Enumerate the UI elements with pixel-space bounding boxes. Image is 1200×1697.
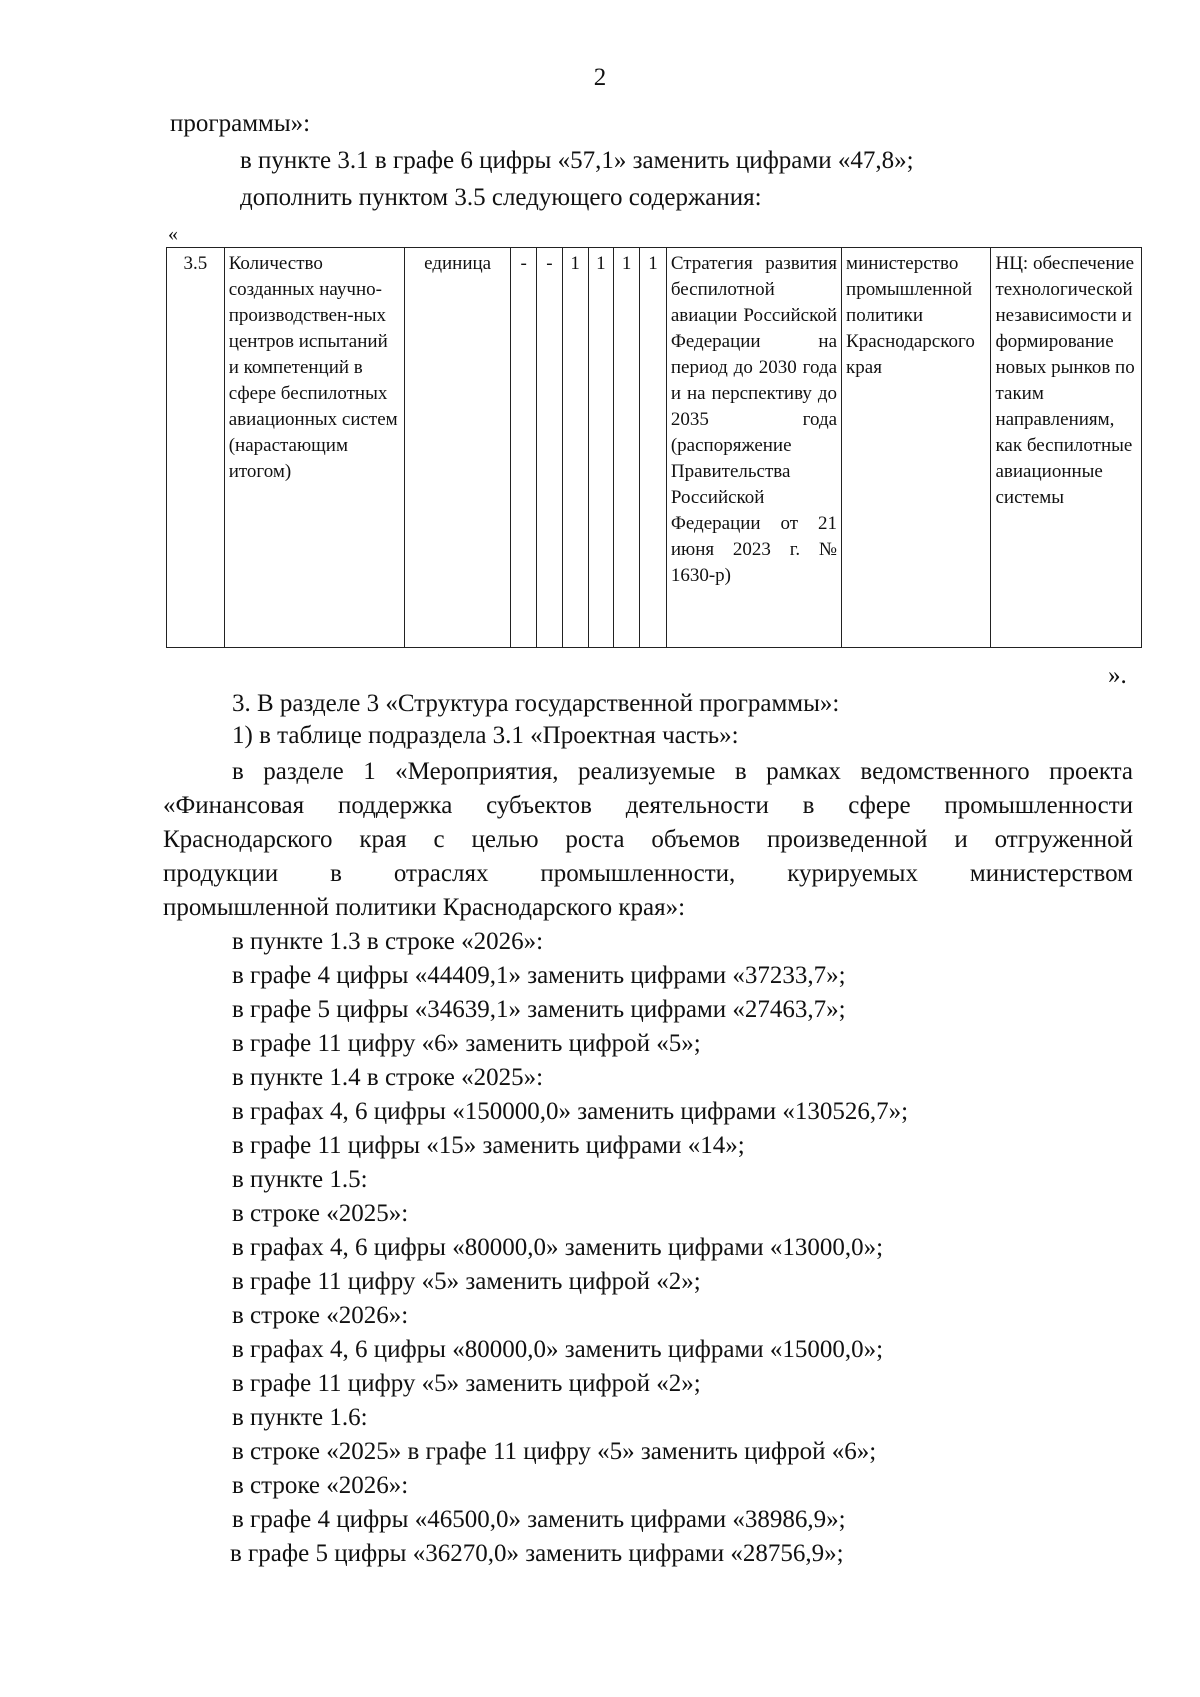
list-item: в графе 11 цифру «5» заменить цифрой «2»;	[232, 1268, 701, 1295]
paragraph-line: «Финансовая поддержка субъектов деятельности в сфере промышленности	[163, 792, 1133, 819]
list-item: в графе 11 цифры «15» заменить цифрами «14»;	[232, 1132, 745, 1159]
list-item: в графе 5 цифры «34639,1» заменить цифрами «27463,7»;	[232, 996, 846, 1023]
basis-document: Стратегия развития беспилотной авиации Российской Федерации на период до 2030 года и на перспективу до 2035 года (распоряжение Правительства Российской Федерации от 21 июня 2023 г. № 1630-р)	[666, 248, 841, 648]
list-item: в графах 4, 6 цифры «150000,0» заменить цифрами «130526,7»;	[232, 1098, 909, 1125]
table-row	[167, 248, 1142, 648]
list-item: в пункте 1.4 в строке «2025»:	[232, 1064, 544, 1091]
list-item: в строке «2025» в графе 11 цифру «5» заменить цифрой «6»;	[232, 1438, 877, 1465]
open-quote: «	[168, 223, 178, 245]
paragraph-line: в разделе 1 «Мероприятия, реализуемые в рамках ведомственного проекта	[232, 758, 1133, 785]
amendment-table	[166, 247, 1142, 648]
value-cell: 1	[562, 248, 588, 648]
value-cell: 1	[614, 248, 640, 648]
list-item: в графе 11 цифру «6» заменить цифрой «5»;	[232, 1030, 701, 1057]
list-item: в графе 11 цифру «5» заменить цифрой «2»;	[232, 1370, 701, 1397]
intro-line-2: в пункте 3.1 в графе 6 цифры «57,1» заменить цифрами «47,8»;	[240, 147, 914, 174]
list-item: в строке «2025»:	[232, 1200, 409, 1227]
paragraph-line: промышленной политики Краснодарского края»:	[163, 894, 686, 921]
goal: НЦ: обеспечение технологической независимости и формирование новых рынков по таким направлениям, как беспилотные авиационные системы	[991, 248, 1142, 648]
list-item: в пункте 1.6:	[232, 1404, 368, 1431]
value-cell: -	[536, 248, 562, 648]
paragraph-line: Краснодарского края с целью роста объемов произведенной и отгруженной	[163, 826, 1133, 853]
list-item: в строке «2026»:	[232, 1302, 409, 1329]
list-item: в пункте 1.5:	[232, 1166, 368, 1193]
intro-line-3: дополнить пунктом 3.5 следующего содержания:	[240, 184, 762, 211]
list-item: в графах 4, 6 цифры «80000,0» заменить цифрами «15000,0»;	[232, 1336, 884, 1363]
value-cell: 1	[640, 248, 667, 648]
section-3-heading: 3. В разделе 3 «Структура государственной программы»:	[232, 690, 840, 717]
value-cell: -	[511, 248, 537, 648]
list-item: в строке «2026»:	[232, 1472, 409, 1499]
list-item: в графах 4, 6 цифры «80000,0» заменить цифрами «13000,0»;	[232, 1234, 884, 1261]
list-item: в графе 4 цифры «44409,1» заменить цифрами «37233,7»;	[232, 962, 846, 989]
intro-line-1: программы»:	[170, 110, 311, 137]
list-item: в графе 5 цифры «36270,0» заменить цифрами «28756,9»;	[230, 1540, 844, 1567]
list-item: в графе 4 цифры «46500,0» заменить цифрами «38986,9»;	[232, 1506, 846, 1533]
value-cell: 1	[588, 248, 614, 648]
responsible-body: министерство промышленной политики Краснодарского края	[842, 248, 991, 648]
unit: единица	[405, 248, 511, 648]
list-item: в пункте 1.3 в строке «2026»:	[232, 928, 544, 955]
indicator-name: Количество созданных научно-производствен-ных центров испытаний и компетенций в сфере беспилотных авиационных систем (нарастающим итогом)	[224, 248, 404, 648]
page-number: 2	[593, 64, 607, 91]
paragraph-line: продукции в отраслях промышленности, курируемых министерством	[163, 860, 1133, 887]
close-quote: ».	[1108, 662, 1127, 689]
row-number: 3.5	[167, 248, 225, 648]
subsection-1-heading: 1) в таблице подраздела 3.1 «Проектная часть»:	[232, 722, 739, 749]
